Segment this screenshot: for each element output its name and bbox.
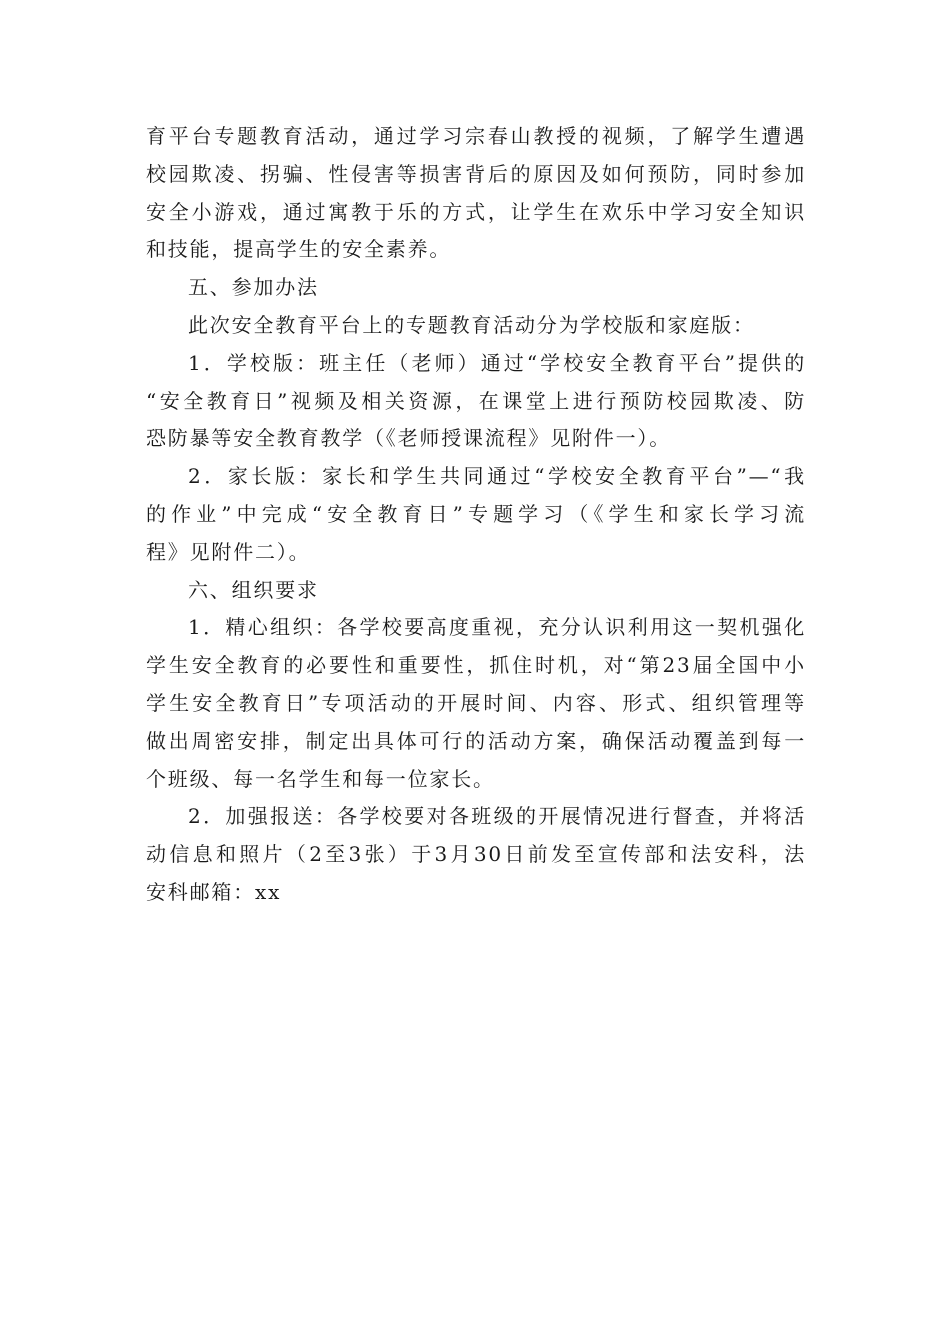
- text-line: 1．学校版：班主任（老师）通过“学校安全教育平台”提供的: [188, 350, 806, 375]
- text-line: 个班级、每一名学生和每一位家长。: [146, 766, 495, 791]
- text-line: 和技能，提高学生的安全素养。: [146, 237, 452, 262]
- paragraph-section-5-item-2: [146, 458, 806, 571]
- text-line: 育平台专题教育活动，通过学习宗春山教授的视频，了解学生遭遇: [146, 124, 806, 148]
- text-line: 的作业”中完成“安全教育日”专题学习（《学生和家长学习流: [146, 501, 806, 526]
- text-line: 安科邮箱：xx: [146, 879, 282, 904]
- text-line: 程》见附件二）。: [146, 539, 311, 564]
- text-line: 做出周密安排，制定出具体可行的活动方案，确保活动覆盖到每一: [146, 728, 806, 753]
- text-line: 2．加强报送：各学校要对各班级的开展情况进行督查，并将活: [188, 804, 806, 829]
- paragraph-section-6-heading: [146, 572, 806, 610]
- text-line: 2．家长版：家长和学生共同通过“学校安全教育平台”—“我: [188, 464, 806, 489]
- text-line: 五、参加办法: [188, 275, 319, 300]
- paragraph-section-5-intro: [146, 307, 806, 345]
- text-line: 动信息和照片（2至3张）于3月30日前发至宣传部和法安科，法: [146, 842, 806, 867]
- text-line: 六、组织要求: [188, 577, 319, 602]
- text-line: 1．精心组织：各学校要高度重视，充分认识利用这一契机强化: [188, 615, 806, 640]
- text-line: 学生安全教育的必要性和重要性，抓住时机，对“第23届全国中小: [146, 653, 806, 678]
- document-body: [146, 118, 806, 912]
- text-line: 此次安全教育平台上的专题教育活动分为学校版和家庭版：: [188, 312, 755, 337]
- text-line: 学生安全教育日”专项活动的开展时间、内容、形式、组织管理等: [146, 690, 806, 715]
- text-line: 校园欺凌、拐骗、性侵害等损害背后的原因及如何预防，同时参加: [146, 161, 806, 186]
- paragraph-section-5-heading: [146, 269, 806, 307]
- text-line: 恐防暴等安全教育教学（《老师授课流程》见附件一）。: [146, 426, 671, 451]
- text-line: “安全教育日”视频及相关资源，在课堂上进行预防校园欺凌、防: [146, 388, 806, 413]
- paragraph-section-6-item-1: [146, 609, 806, 798]
- paragraph-section-5-item-1: [146, 345, 806, 458]
- text-line: 安全小游戏，通过寓教于乐的方式，让学生在欢乐中学习安全知识: [146, 199, 806, 224]
- paragraph-section-6-item-2: [146, 798, 806, 911]
- paragraph-intro-continuation: [146, 118, 806, 269]
